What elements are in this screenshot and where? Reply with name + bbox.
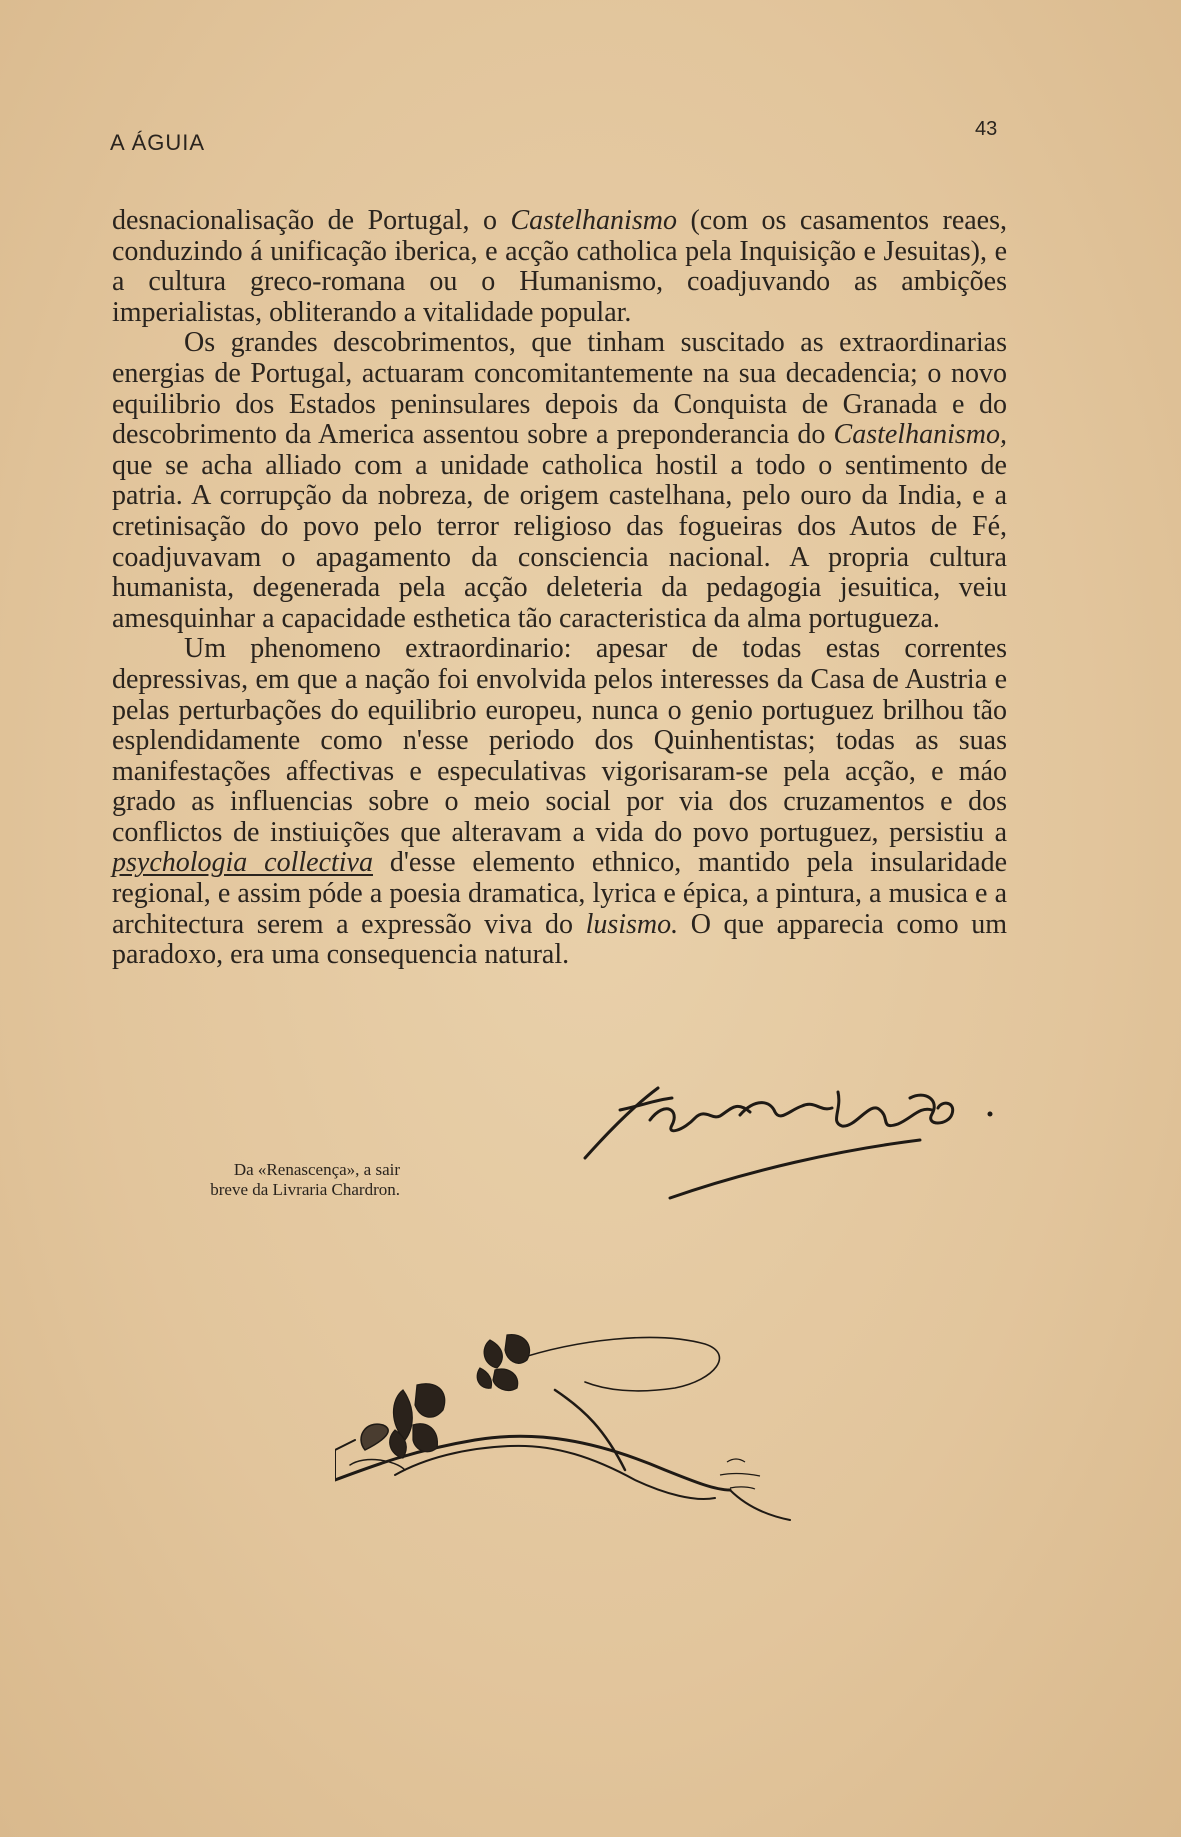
paragraph-2-text-1: Os grandes descobrimentos, que tinham suscitado as extraordinarias energias de Portugal, actuaram concomitantemente na sua decadencia; o novo equilibrio dos Estados peninsulares depois da Conquista de Granada e do descobrimento da America assentou sobre a preponderancia do	[112, 327, 1007, 451]
paragraph-1-italic-1: Castelhanismo	[510, 205, 677, 236]
paragraph-3	[112, 634, 1007, 971]
paragraph-3-text-2: d'esse elemento ethnico, mantido pela insularidade regional, e assim póde a poesia dramatica, lyrica e épica, a pintura, a musica e a architectura serem a expressão viva do	[112, 847, 1007, 940]
violet-flowers-ornament	[335, 1330, 815, 1530]
running-head: A ÁGUIA	[110, 130, 206, 155]
paragraph-1	[112, 206, 1007, 328]
source-note-line-2: breve da Livraria Chardron.	[210, 1180, 400, 1199]
paragraph-3-italic-1: psychologia collectiva	[112, 847, 373, 879]
handwritten-signature	[580, 1070, 1000, 1200]
paragraph-3-text-3: O que apparecia como um paradoxo, era uma consequencia natural.	[112, 908, 1007, 971]
source-note	[150, 1160, 400, 1200]
paragraph-3-italic-2: lusismo.	[585, 908, 679, 940]
source-note-line-1: Da «Renascença», a sair	[233, 1160, 400, 1179]
paragraph-3-text-1: Um phenomeno extraordinario: apesar de todas estas correntes depressivas, em que a nação foi envolvida pelos interesses da Casa de Austria e pelas perturbações do equilibrio europeu, nunca o genio portuguez brilhou tão esplendidamente como n'esse periodo dos Quinhentistas; todas as suas manifestações affectivas e especulativas vigorisaram-se pela acção, e máo grado as influencias sobre o meio social por via dos cruzamentos e dos conflictos de instiuições que alteravam a vida do povo portuguez, persistiu a	[112, 633, 1007, 848]
article-body	[112, 206, 1007, 971]
paragraph-1-text-2: (com os casamentos reaes, conduzindo á unificação iberica, e acção catholica pela Inquisição e Jesuitas), e a cultura greco-romana ou o Humanismo, coadjuvando as ambições imperialistas, obliterando a vitalidade popular.	[112, 205, 1007, 328]
paragraph-2	[112, 328, 1007, 634]
page-number: 43	[975, 118, 998, 140]
paragraph-2-text-2: que se acha alliado com a unidade catholica hostil a todo o sentimento de patria. A corrupção da nobreza, de origem castelhana, pelo ouro da India, e a cretinisação do povo pelo terror religioso das fogueiras dos Autos de Fé, coadjuvavam o apagamento da consciencia nacional. A propria cultura humanista, degenerada pela acção deleteria da pedagogia jesuitica, veiu amesquinhar a capacidade esthetica tão caracteristica da alma portugueza.	[112, 449, 1007, 634]
paragraph-2-italic-1: Castelhanismo,	[833, 419, 1007, 451]
paragraph-1-text-1: desnacionalisação de Portugal, o	[112, 205, 511, 236]
